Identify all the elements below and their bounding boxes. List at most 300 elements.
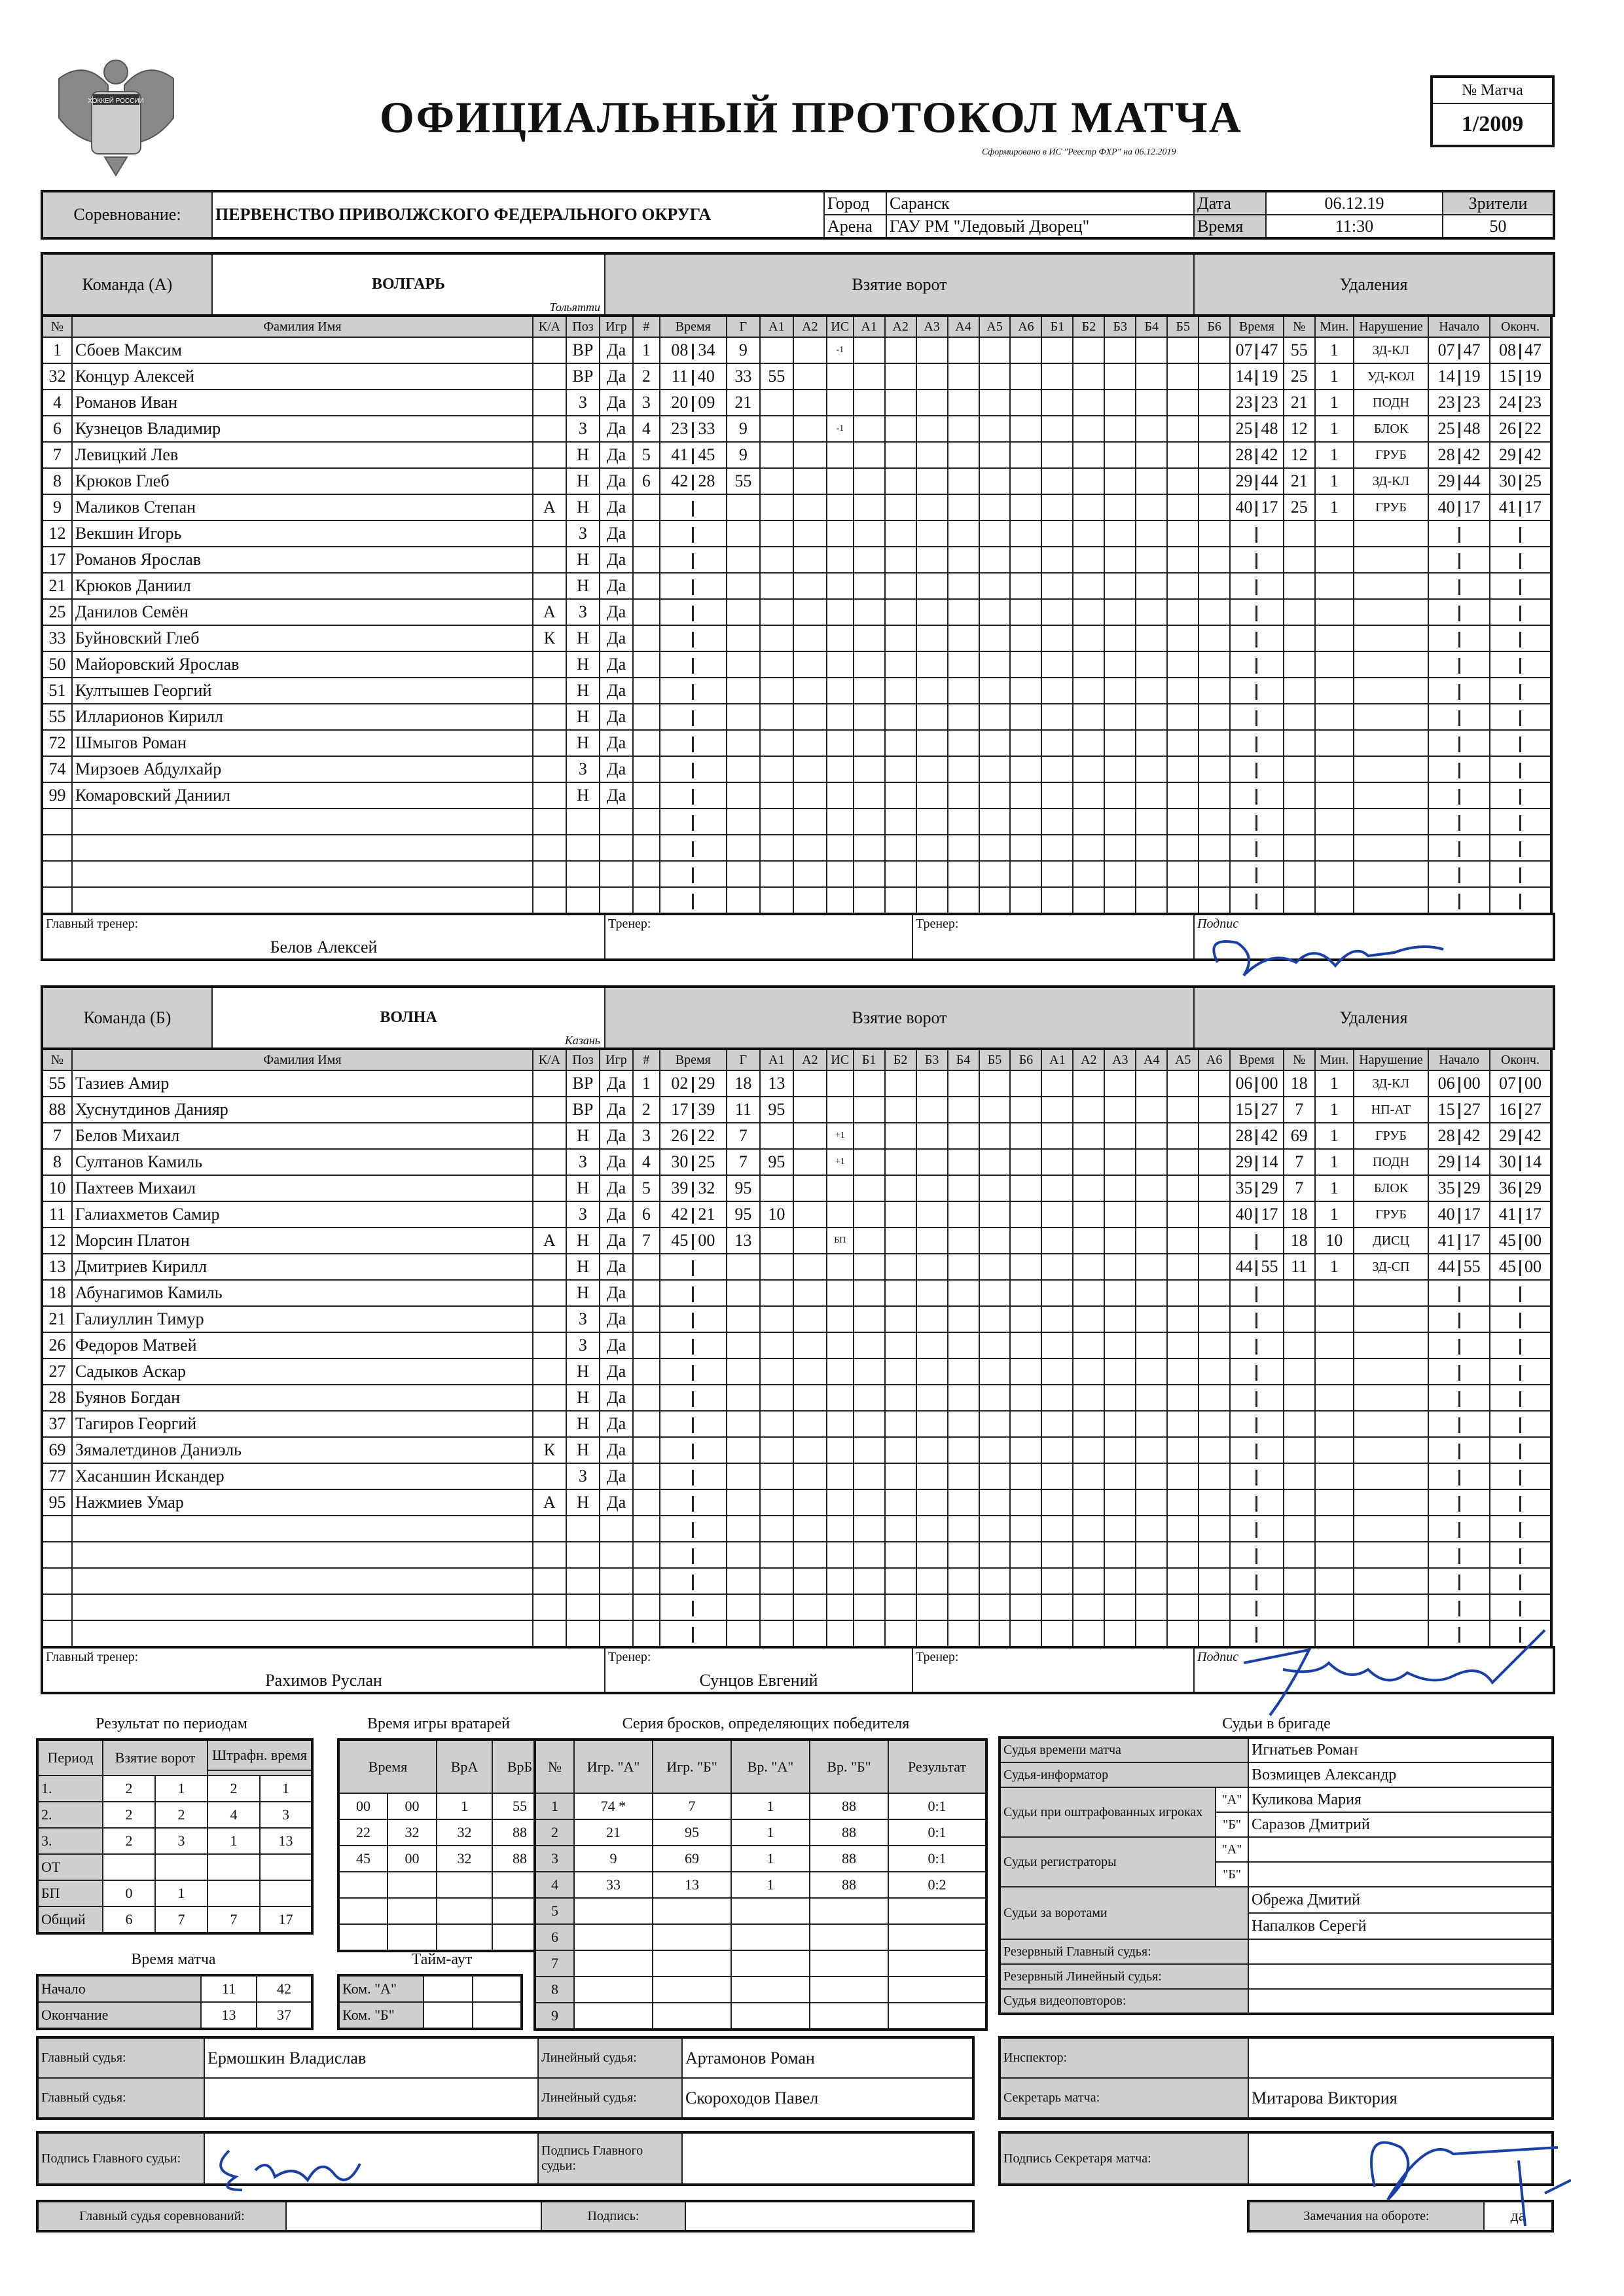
- goal-is: [827, 1411, 854, 1437]
- opp-cell: [948, 547, 979, 573]
- table-row: [42, 1201, 1551, 1228]
- opp-cell: [1041, 1437, 1073, 1463]
- player-number: [42, 1594, 72, 1620]
- opp-cell: [948, 599, 979, 625]
- player-name: [72, 730, 533, 756]
- opp-cell: [979, 1542, 1011, 1568]
- goal-no: [633, 861, 660, 887]
- player-played: [600, 1516, 633, 1542]
- goal-a2: [793, 337, 827, 363]
- col-opp: А2: [885, 316, 916, 337]
- opp-cell: [1010, 1542, 1041, 1568]
- player-played: [600, 835, 633, 861]
- shootout-r: 0:1: [888, 1819, 986, 1846]
- pen-start: [1428, 1385, 1490, 1411]
- player-played: Да: [600, 547, 633, 573]
- opp-cell: [948, 363, 979, 390]
- opp-cell: [854, 704, 885, 730]
- goal-time: [660, 1437, 727, 1463]
- goal-time: [660, 390, 727, 416]
- pen-end: [1490, 468, 1551, 494]
- opp-cell: [1199, 1411, 1230, 1437]
- opp-cell: [1136, 1358, 1167, 1385]
- goal-scorer: [727, 1280, 760, 1306]
- opp-cell: [1136, 1542, 1167, 1568]
- goal-a1: [760, 494, 793, 520]
- goal-scorer: [727, 782, 760, 809]
- opp-cell: [1010, 678, 1041, 704]
- opp-cell: [1199, 835, 1230, 861]
- pen-violation: [1354, 599, 1428, 625]
- pen-number: 18: [1284, 1228, 1315, 1254]
- goal-time: [660, 861, 727, 887]
- opp-cell: [1041, 1123, 1073, 1149]
- pen-time-min: 07: [1235, 340, 1253, 359]
- goal-time: [660, 1463, 727, 1489]
- opp-cell: [885, 1463, 916, 1489]
- opp-cell: [885, 1358, 916, 1385]
- opp-cell: [1136, 1437, 1167, 1463]
- opp-cell: [979, 861, 1011, 887]
- player-ka: [533, 809, 566, 835]
- opp-cell: [1073, 1175, 1104, 1201]
- col-opp: Б4: [948, 1049, 979, 1070]
- goal-scorer: [727, 835, 760, 861]
- col-a1: А1: [760, 1049, 793, 1070]
- opp-cell: [979, 1463, 1011, 1489]
- shootout-va: 1: [731, 1872, 810, 1898]
- pen-time: [1230, 730, 1284, 756]
- col-opp: А1: [1041, 1049, 1073, 1070]
- pen-violation: [1354, 625, 1428, 651]
- opp-cell: [916, 1489, 948, 1516]
- col-opp: Б5: [1167, 316, 1199, 337]
- col-ka: К/А: [533, 316, 566, 337]
- period-ga: 6: [103, 1906, 155, 1933]
- table-row: [42, 1542, 1551, 1568]
- pen-time-sec: 47: [1261, 340, 1278, 359]
- pen-time-min: 29: [1235, 471, 1253, 490]
- signature-label: Подпис: [1197, 1650, 1239, 1664]
- player-number: [42, 1542, 72, 1568]
- pen-violation: [1354, 1463, 1428, 1489]
- goal-time: [660, 520, 727, 547]
- spectators: 50: [1443, 215, 1554, 238]
- pen-end: [1490, 599, 1551, 625]
- pen-number: [1284, 756, 1315, 782]
- goal-a2: [793, 416, 827, 442]
- opp-cell: [1010, 1254, 1041, 1280]
- pen-time: [1230, 468, 1284, 494]
- goalie-s: 00: [388, 1846, 437, 1872]
- opp-cell: [1199, 1489, 1230, 1516]
- pen-violation: БЛОК: [1354, 1175, 1428, 1201]
- opp-cell: [1136, 730, 1167, 756]
- opp-cell: [1010, 1358, 1041, 1385]
- pen-start-min: 15: [1437, 1100, 1455, 1119]
- goal-a2: [793, 1594, 827, 1620]
- pen-violation: ГРУБ: [1354, 1123, 1428, 1149]
- opp-cell: [1199, 1228, 1230, 1254]
- player-number: 55: [42, 704, 72, 730]
- city: Саранск: [886, 191, 1194, 215]
- opp-cell: [916, 494, 948, 520]
- goals-header: Взятие ворот: [605, 253, 1194, 316]
- opp-cell: [885, 1385, 916, 1411]
- table-row: [42, 442, 1551, 468]
- goal-no: [633, 1306, 660, 1332]
- pen-time-min: 14: [1235, 367, 1253, 386]
- goal-no: [633, 1358, 660, 1385]
- officials-table: Судья времени матча Игнатьев Роман Судья-информатор Возмищев Александр Судьи при оштрафованных игроках "А" Куликова Мария "Б" Саразов Дмитрий Судьи регистраторы "А" "Б" Судьи за воротами Обрежа Дмитий Напалков Серегй Резервный Главный судья: Резервный Линейный судья: Судья видеоповторов:: [998, 1736, 1554, 2015]
- opp-cell: [854, 625, 885, 651]
- pen-end: [1490, 1463, 1551, 1489]
- player-played: Да: [600, 651, 633, 678]
- pen-end-min: 30: [1499, 471, 1516, 490]
- pen-minutes: [1315, 730, 1354, 756]
- opp-cell: [1136, 1411, 1167, 1437]
- period-p: 2.: [37, 1802, 103, 1828]
- goal-time: [660, 678, 727, 704]
- opp-cell: [916, 468, 948, 494]
- pen-start-sec: 47: [1463, 340, 1481, 359]
- shootout-a: 9: [574, 1846, 653, 1872]
- col-pen_viol: Нарушение: [1354, 1049, 1428, 1070]
- pen-time: [1230, 1411, 1284, 1437]
- goalie-m: [338, 1924, 388, 1951]
- pen-minutes: [1315, 573, 1354, 599]
- pen-end-min: 29: [1499, 1126, 1516, 1145]
- pen-violation: [1354, 887, 1428, 914]
- opp-cell: [1199, 1620, 1230, 1647]
- player-pos: [566, 1542, 600, 1568]
- opp-cell: [1199, 573, 1230, 599]
- opp-cell: [885, 416, 916, 442]
- opp-cell: [1041, 1358, 1073, 1385]
- shootout-r: [888, 1950, 986, 1977]
- opp-cell: [854, 520, 885, 547]
- coach-1: [605, 1647, 912, 1693]
- opp-cell: [916, 1097, 948, 1123]
- opp-cell: [948, 1411, 979, 1437]
- opp-cell: [1073, 835, 1104, 861]
- pen-start-min: 41: [1437, 1231, 1455, 1250]
- pen-time: [1230, 1228, 1284, 1254]
- col-opp: Б1: [1041, 316, 1073, 337]
- opp-cell: [1041, 1280, 1073, 1306]
- opp-cell: [1199, 1280, 1230, 1306]
- opp-cell: [1167, 1306, 1199, 1332]
- pen-start: [1428, 1516, 1490, 1542]
- opp-cell: [1104, 416, 1136, 442]
- goal-min: 30: [671, 1152, 689, 1171]
- pen-number: [1284, 1385, 1315, 1411]
- pen-time-min: 40: [1235, 498, 1253, 517]
- goal-a1: [760, 861, 793, 887]
- player-number: 33: [42, 625, 72, 651]
- player-name: [72, 1097, 533, 1123]
- pen-end-min: 24: [1499, 393, 1516, 412]
- opp-cell: [1104, 1254, 1136, 1280]
- pen-start: [1428, 861, 1490, 887]
- player-name: [72, 1516, 533, 1542]
- pen-end-sec: 00: [1525, 1074, 1542, 1093]
- goal-is: [827, 625, 854, 651]
- goal-a1: 55: [760, 363, 793, 390]
- pen-start-sec: 27: [1463, 1100, 1481, 1119]
- head-coach-label: Главный тренер:: [46, 917, 139, 931]
- pen-start: [1428, 1568, 1490, 1594]
- goal-no: [633, 1489, 660, 1516]
- periods-title: Результат по периодам: [96, 1715, 247, 1732]
- pen-violation: ПОДН: [1354, 1149, 1428, 1175]
- player-name: [72, 756, 533, 782]
- opp-cell: [1136, 1489, 1167, 1516]
- player-ka: [533, 1097, 566, 1123]
- opp-cell: [1104, 363, 1136, 390]
- player-pos: Н: [566, 573, 600, 599]
- shootout-vb: [810, 1950, 888, 1977]
- pen-start-min: 28: [1437, 445, 1455, 464]
- opp-cell: [1073, 1149, 1104, 1175]
- goal-no: 5: [633, 442, 660, 468]
- player-played: [600, 1594, 633, 1620]
- goalie-s: [388, 1898, 437, 1924]
- opp-cell: [1073, 1542, 1104, 1568]
- goal-a1: [760, 1620, 793, 1647]
- opp-cell: [1010, 1489, 1041, 1516]
- table-row: [42, 756, 1551, 782]
- pen-time: [1230, 756, 1284, 782]
- table-row: [42, 1306, 1551, 1332]
- player-pos: Н: [566, 1280, 600, 1306]
- player-name-text: Тагиров Георгий: [75, 1414, 197, 1433]
- goalie-m: 22: [338, 1819, 388, 1846]
- opp-cell: [979, 1149, 1011, 1175]
- player-pos: З: [566, 1332, 600, 1358]
- player-pos: Н: [566, 1411, 600, 1437]
- pen-start: [1428, 494, 1490, 520]
- opp-cell: [916, 1280, 948, 1306]
- opp-cell: [1104, 468, 1136, 494]
- opp-cell: [948, 573, 979, 599]
- opp-cell: [979, 1175, 1011, 1201]
- opp-cell: [1041, 1149, 1073, 1175]
- pen-time-sec: 19: [1261, 367, 1278, 386]
- pen-minutes: [1315, 1516, 1354, 1542]
- player-ka: [533, 1542, 566, 1568]
- pen-violation: [1354, 1516, 1428, 1542]
- head-coach-label: Главный тренер:: [46, 1650, 139, 1664]
- player-name: [72, 363, 533, 390]
- goal-a1: [760, 390, 793, 416]
- player-ka: [533, 1201, 566, 1228]
- col-pen_num: №: [1284, 316, 1315, 337]
- table-row: [338, 1846, 548, 1872]
- pen-time: [1230, 337, 1284, 363]
- player-ka: [533, 1306, 566, 1332]
- player-number: 18: [42, 1280, 72, 1306]
- pen-time: [1230, 1332, 1284, 1358]
- opp-cell: [1167, 520, 1199, 547]
- pen-violation: [1354, 573, 1428, 599]
- pen-start-sec: 55: [1463, 1257, 1481, 1276]
- pen-end-sec: 00: [1525, 1257, 1542, 1276]
- player-name-text: Концур Алексей: [75, 367, 194, 386]
- col-a2: А2: [793, 1049, 827, 1070]
- player-number: 88: [42, 1097, 72, 1123]
- goal-is: [827, 835, 854, 861]
- pen-violation: БЛОК: [1354, 416, 1428, 442]
- shootout-no: 9: [535, 2003, 574, 2030]
- player-pos: З: [566, 520, 600, 547]
- goal-is: -1: [827, 337, 854, 363]
- pen-number: [1284, 1411, 1315, 1437]
- player-name-text: Тазиев Амир: [75, 1074, 170, 1093]
- opp-cell: [885, 861, 916, 887]
- pen-end: [1490, 1489, 1551, 1516]
- player-name: [72, 599, 533, 625]
- opp-cell: [854, 1568, 885, 1594]
- player-ka: [533, 573, 566, 599]
- player-played: Да: [600, 1123, 633, 1149]
- goal-a1: [760, 625, 793, 651]
- opp-cell: [1010, 1568, 1041, 1594]
- goal-time: [660, 1254, 727, 1280]
- pen-end-min: 07: [1499, 1074, 1516, 1093]
- shootout-b: 69: [653, 1846, 731, 1872]
- opp-cell: [1167, 390, 1199, 416]
- goalie-m: [338, 1898, 388, 1924]
- player-ka: [533, 861, 566, 887]
- opp-cell: [916, 1411, 948, 1437]
- opp-cell: [979, 1358, 1011, 1385]
- opp-cell: [1073, 782, 1104, 809]
- opp-cell: [1199, 1542, 1230, 1568]
- opp-cell: [1010, 390, 1041, 416]
- goal-a2: [793, 1254, 827, 1280]
- col-opp: А6: [1199, 1049, 1230, 1070]
- player-number: 12: [42, 520, 72, 547]
- opp-cell: [854, 1175, 885, 1201]
- pen-start-sec: 17: [1463, 1205, 1481, 1224]
- goal-time: [660, 599, 727, 625]
- player-name: [72, 1620, 533, 1647]
- opp-cell: [1136, 861, 1167, 887]
- pen-minutes: [1315, 1489, 1354, 1516]
- player-name: [72, 1385, 533, 1411]
- opp-cell: [1167, 337, 1199, 363]
- opp-cell: [885, 1437, 916, 1463]
- opp-cell: [854, 390, 885, 416]
- player-ka: К: [533, 625, 566, 651]
- col-opp: Б6: [1010, 1049, 1041, 1070]
- goal-a1: [760, 704, 793, 730]
- opp-cell: [1104, 1228, 1136, 1254]
- goalie-a: [437, 1924, 492, 1951]
- opp-cell: [1041, 1175, 1073, 1201]
- opp-cell: [979, 416, 1011, 442]
- period-p: БП: [37, 1880, 103, 1906]
- player-number: 7: [42, 442, 72, 468]
- pen-time-min: 40: [1235, 1205, 1253, 1224]
- goalie-b: 55: [492, 1793, 548, 1819]
- opp-cell: [854, 1463, 885, 1489]
- pen-start: [1428, 887, 1490, 914]
- pen-minutes: [1315, 1332, 1354, 1358]
- opp-cell: [1167, 861, 1199, 887]
- goalie-m: 00: [338, 1793, 388, 1819]
- shootout-r: 0:1: [888, 1793, 986, 1819]
- goal-no: 1: [633, 337, 660, 363]
- table-row: [42, 1463, 1551, 1489]
- pen-start: [1428, 651, 1490, 678]
- period-gb: 7: [155, 1906, 208, 1933]
- opp-cell: [1073, 756, 1104, 782]
- player-name: [72, 782, 533, 809]
- opp-cell: [1167, 704, 1199, 730]
- goal-a1: [760, 1411, 793, 1437]
- pen-number: 18: [1284, 1070, 1315, 1097]
- opp-cell: [1104, 1201, 1136, 1228]
- shootout-vb: 88: [810, 1846, 888, 1872]
- opp-cell: [1010, 835, 1041, 861]
- player-played: Да: [600, 782, 633, 809]
- pen-start-min: 40: [1437, 498, 1455, 517]
- player-name: [72, 494, 533, 520]
- pen-start-min: 40: [1437, 1205, 1455, 1224]
- opp-cell: [916, 1358, 948, 1385]
- opp-cell: [948, 625, 979, 651]
- opp-cell: [1136, 1620, 1167, 1647]
- player-pos: Н: [566, 1489, 600, 1516]
- player-number: 11: [42, 1201, 72, 1228]
- shootout-b: 13: [653, 1872, 731, 1898]
- goal-a2: [793, 1332, 827, 1358]
- pen-end-sec: 25: [1525, 471, 1542, 490]
- opp-cell: [948, 1437, 979, 1463]
- opp-cell: [1104, 442, 1136, 468]
- opp-cell: [1104, 625, 1136, 651]
- opp-cell: [948, 520, 979, 547]
- opp-cell: [885, 1070, 916, 1097]
- opp-cell: [1104, 1437, 1136, 1463]
- pen-time: [1230, 573, 1284, 599]
- remarks-value: да: [1484, 2201, 1553, 2231]
- opp-cell: [854, 1280, 885, 1306]
- goal-a1: [760, 573, 793, 599]
- player-pos: ВР: [566, 1070, 600, 1097]
- goal-a2: [793, 1411, 827, 1437]
- goal-time: [660, 1070, 727, 1097]
- pen-violation: [1354, 1594, 1428, 1620]
- goal-time: [660, 337, 727, 363]
- opp-cell: [1104, 730, 1136, 756]
- pen-end: [1490, 520, 1551, 547]
- pen-minutes: 1: [1315, 416, 1354, 442]
- opp-cell: [948, 887, 979, 914]
- goal-time: [660, 1201, 727, 1228]
- penalties-header: Удаления: [1194, 987, 1554, 1049]
- opp-cell: [854, 1594, 885, 1620]
- shootout-no: 4: [535, 1872, 574, 1898]
- player-name: [72, 1568, 533, 1594]
- pen-start-sec: 00: [1463, 1074, 1481, 1093]
- pen-violation: ЗД-СП: [1354, 1254, 1428, 1280]
- goal-scorer: 95: [727, 1201, 760, 1228]
- pen-violation: [1354, 1280, 1428, 1306]
- player-name-text: Романов Ярослав: [75, 550, 202, 569]
